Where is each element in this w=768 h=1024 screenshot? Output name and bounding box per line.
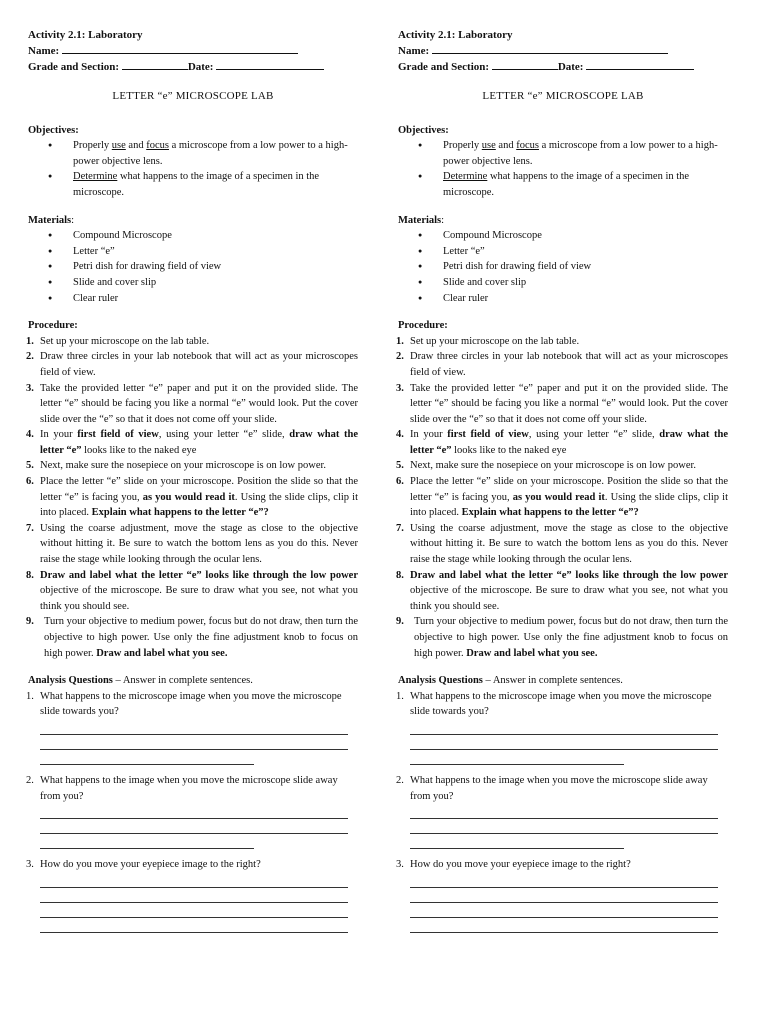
procedure-step: 8. Draw and label what the letter “e” looks like through the low power objective of the microscope. Be sure to draw what you see, not what you think you should see. bbox=[26, 569, 358, 612]
materials-list bbox=[28, 228, 358, 306]
objectives-list bbox=[398, 138, 728, 200]
objective-item: ● Determine what happens to the image of a specimen in the microscope. bbox=[48, 169, 358, 200]
name-label: Name: bbox=[28, 45, 60, 57]
analysis-heading: Analysis Questions – Answer in complete sentences. bbox=[28, 675, 253, 687]
answer-line[interactable] bbox=[40, 720, 348, 735]
procedure-step: 3. Take the provided letter “e” paper and put it on the provided slide. The letter “e” should be facing you like a normal “e” would look. Put the cover slide over the “e” so that it does not come off your slide. bbox=[26, 382, 358, 425]
grade-label: Grade and Section: bbox=[28, 61, 120, 73]
objective-item: ● Properly use and focus a microscope from a low power to a high-power objective lens. bbox=[48, 138, 358, 169]
analysis-question: 3. How do you move your eyepiece image to the right? bbox=[26, 859, 261, 871]
material-item: ● Clear ruler bbox=[48, 291, 358, 307]
objective-item: ● Properly use and focus a microscope from a low power to a high-power objective lens. bbox=[418, 138, 728, 169]
answer-line[interactable] bbox=[40, 918, 348, 933]
objectives-heading: Objectives: bbox=[398, 124, 449, 136]
date-label: Date: bbox=[187, 61, 214, 73]
procedure-heading: Procedure: bbox=[28, 320, 78, 332]
worksheet-right bbox=[398, 28, 728, 933]
procedure-step: 8. Draw and label what the letter “e” looks like through the low power objective of the microscope. Be sure to draw what you see, not what you think you should see. bbox=[396, 569, 728, 612]
lab-title: LETTER “e” MICROSCOPE LAB bbox=[482, 90, 644, 102]
procedure-step: 4. In your first field of view, using your letter “e” slide, draw what the letter “e” looks like to the naked eye bbox=[26, 429, 358, 456]
materials-heading: Materials: bbox=[398, 214, 445, 226]
answer-line[interactable] bbox=[410, 888, 718, 903]
procedure-list bbox=[28, 334, 358, 661]
materials-heading: Materials: bbox=[28, 214, 75, 226]
material-item: ● Petri dish for drawing field of view bbox=[418, 259, 728, 275]
objectives-heading: Objectives: bbox=[28, 124, 79, 136]
analysis-question: 3. How do you move your eyepiece image to the right? bbox=[396, 859, 631, 871]
date-blank[interactable] bbox=[586, 59, 694, 70]
answer-line[interactable] bbox=[410, 720, 718, 735]
answer-line[interactable] bbox=[410, 819, 718, 834]
name-label: Name: bbox=[398, 45, 430, 57]
grade-date-field[interactable] bbox=[28, 59, 358, 75]
answer-line[interactable] bbox=[410, 750, 624, 765]
procedure-step: 1. Set up your microscope on the lab table. bbox=[26, 335, 210, 347]
grade-date-field[interactable] bbox=[398, 59, 728, 75]
analysis-question: 2. What happens to the image when you move the microscope slide away from you? bbox=[26, 774, 338, 802]
worksheet-left bbox=[28, 28, 358, 933]
answer-line[interactable] bbox=[40, 735, 348, 750]
procedure-step: 2. Draw three circles in your lab notebook that will act as your microscopes field of view. bbox=[26, 351, 358, 378]
material-item: ● Letter “e” bbox=[48, 244, 358, 260]
answer-line[interactable] bbox=[40, 873, 348, 888]
procedure-step: 1. Set up your microscope on the lab table. bbox=[396, 335, 580, 347]
activity-title: Activity 2.1: Laboratory bbox=[28, 29, 143, 41]
procedure-step: 6. Place the letter “e” slide on your microscope. Position the slide so that the letter “e” is facing you, as you would read it. Using the slide clips, clip it into placed. Explain what happens to the letter “e”? bbox=[26, 476, 358, 519]
material-item: ● Slide and cover slip bbox=[418, 275, 728, 291]
procedure-heading: Procedure: bbox=[398, 320, 448, 332]
procedure-list bbox=[398, 334, 728, 661]
procedure-step: 9. Turn your objective to medium power, focus but do not draw, then turn the objective to high power. Use only the fine adjustment knob to focus on high power. Draw and label what you see. bbox=[396, 616, 728, 659]
answer-line[interactable] bbox=[40, 903, 348, 918]
material-item: ● Petri dish for drawing field of view bbox=[48, 259, 358, 275]
date-blank[interactable] bbox=[216, 59, 324, 70]
materials-list bbox=[398, 228, 728, 306]
answer-line[interactable] bbox=[410, 873, 718, 888]
name-field[interactable] bbox=[28, 43, 358, 59]
objective-item: ● Determine what happens to the image of a specimen in the microscope. bbox=[418, 169, 728, 200]
name-blank[interactable] bbox=[62, 43, 298, 54]
answer-line[interactable] bbox=[410, 903, 718, 918]
date-label: Date: bbox=[557, 61, 584, 73]
answer-line[interactable] bbox=[40, 750, 254, 765]
grade-blank[interactable] bbox=[122, 59, 188, 70]
answer-line[interactable] bbox=[40, 888, 348, 903]
procedure-step: 4. In your first field of view, using your letter “e” slide, draw what the letter “e” looks like to the naked eye bbox=[396, 429, 728, 456]
procedure-step: 5. Next, make sure the nosepiece on your microscope is on low power. bbox=[396, 460, 697, 472]
analysis-heading: Analysis Questions – Answer in complete sentences. bbox=[398, 675, 623, 687]
answer-line[interactable] bbox=[410, 918, 718, 933]
answer-line[interactable] bbox=[410, 834, 624, 849]
activity-title: Activity 2.1: Laboratory bbox=[398, 29, 513, 41]
material-item: ● Slide and cover slip bbox=[48, 275, 358, 291]
grade-blank[interactable] bbox=[492, 59, 558, 70]
name-field[interactable] bbox=[398, 43, 728, 59]
answer-line[interactable] bbox=[40, 819, 348, 834]
procedure-step: 2. Draw three circles in your lab notebook that will act as your microscopes field of view. bbox=[396, 351, 728, 378]
objectives-list bbox=[28, 138, 358, 200]
analysis-question: 2. What happens to the image when you move the microscope slide away from you? bbox=[396, 774, 708, 802]
material-item: ● Clear ruler bbox=[418, 291, 728, 307]
name-blank[interactable] bbox=[432, 43, 668, 54]
lab-title: LETTER “e” MICROSCOPE LAB bbox=[112, 90, 274, 102]
procedure-step: 6. Place the letter “e” slide on your microscope. Position the slide so that the letter “e” is facing you, as you would read it. Using the slide clips, clip it into placed. Explain what happens to the letter “e”? bbox=[396, 476, 728, 519]
procedure-step: 7. Using the coarse adjustment, move the stage as close to the objective without hitting it. Be sure to watch the bottom lens as you do this. Never raise the stage while looking through the ocular lens. bbox=[396, 522, 728, 566]
procedure-step: 9. Turn your objective to medium power, focus but do not draw, then turn the objective to high power. Use only the fine adjustment knob to focus on high power. Draw and label what you see. bbox=[26, 616, 358, 659]
procedure-step: 3. Take the provided letter “e” paper and put it on the provided slide. The letter “e” should be facing you like a normal “e” would look. Put the cover slide over the “e” so that it does not come off your slide. bbox=[396, 382, 728, 425]
material-item: ● Compound Microscope bbox=[48, 228, 358, 244]
procedure-step: 5. Next, make sure the nosepiece on your microscope is on low power. bbox=[26, 460, 327, 472]
analysis-question: 1. What happens to the microscope image when you move the microscope slide towards you? bbox=[396, 690, 712, 718]
analysis-question: 1. What happens to the microscope image when you move the microscope slide towards you? bbox=[26, 690, 342, 718]
answer-line[interactable] bbox=[40, 834, 254, 849]
material-item: ● Letter “e” bbox=[418, 244, 728, 260]
answer-line[interactable] bbox=[410, 735, 718, 750]
answer-line[interactable] bbox=[40, 804, 348, 819]
grade-label: Grade and Section: bbox=[398, 61, 490, 73]
answer-line[interactable] bbox=[410, 804, 718, 819]
procedure-step: 7. Using the coarse adjustment, move the stage as close to the objective without hitting it. Be sure to watch the bottom lens as you do this. Never raise the stage while looking through the ocular lens. bbox=[26, 522, 358, 566]
material-item: ● Compound Microscope bbox=[418, 228, 728, 244]
